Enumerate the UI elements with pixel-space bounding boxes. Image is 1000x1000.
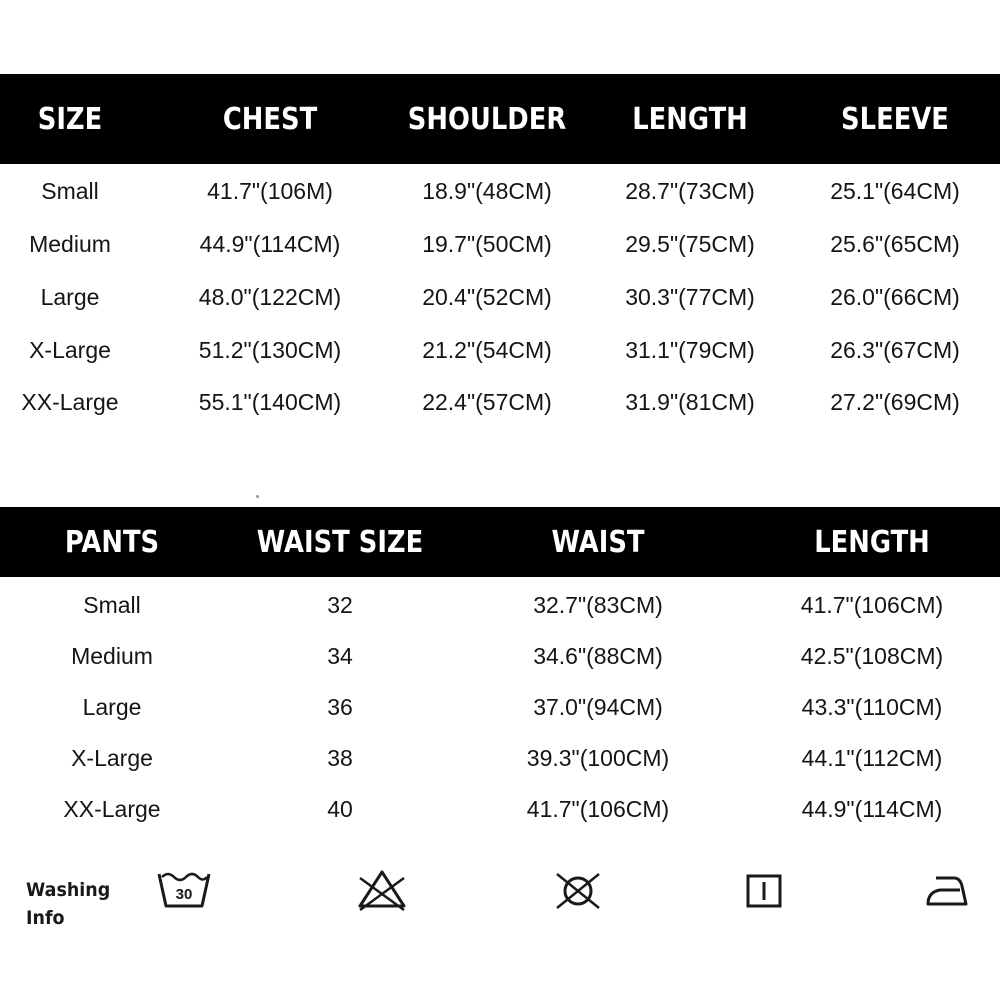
header-shoulder: SHOULDER: [407, 101, 567, 137]
length-cell: 30.3"(77CM): [625, 283, 755, 310]
header-pants: PANTS: [64, 524, 160, 560]
sleeve-cell: 25.6"(65CM): [830, 230, 960, 257]
waist-cell: 32.7"(83CM): [533, 591, 663, 618]
header-size: SIZE: [37, 101, 103, 137]
wash-temp-label: 30: [175, 886, 193, 903]
length-cell: 43.3"(110CM): [801, 693, 943, 720]
header-waist-size: WAIST SIZE: [256, 524, 424, 560]
no-bleach-icon: [352, 866, 412, 916]
table-row: [0, 687, 1000, 727]
washing-label-line2: Info: [26, 907, 65, 929]
shoulder-cell: 20.4"(52CM): [422, 283, 552, 310]
size-cell: Small: [41, 177, 99, 204]
waist-cell: 39.3"(100CM): [526, 744, 670, 771]
chest-cell: 44.9"(114CM): [199, 230, 341, 257]
waist-size-cell: 32: [327, 591, 353, 618]
pants-size-cell: Medium: [71, 642, 153, 669]
speck: [256, 495, 259, 498]
header-length: LENGTH: [814, 524, 930, 560]
size-cell: Medium: [29, 230, 111, 257]
table-row: [0, 585, 1000, 625]
bottom-table-header: [0, 507, 1000, 577]
size-cell: XX-Large: [21, 388, 119, 415]
shoulder-cell: 22.4"(57CM): [422, 388, 552, 415]
table-row: [0, 330, 1000, 370]
header-length: LENGTH: [632, 101, 748, 137]
waist-cell: 41.7"(106CM): [526, 795, 670, 822]
shoulder-cell: 21.2"(54CM): [422, 336, 552, 363]
washing-info-label: [26, 876, 109, 932]
sleeve-cell: 25.1"(64CM): [830, 177, 960, 204]
pants-size-cell: XX-Large: [63, 795, 161, 822]
washing-label-line1: Washing: [26, 879, 111, 901]
table-row: [0, 636, 1000, 676]
pants-size-cell: Small: [83, 591, 141, 618]
size-cell: Large: [40, 283, 100, 310]
length-cell: 29.5"(75CM): [625, 230, 755, 257]
size-cell: X-Large: [29, 336, 111, 363]
waist-size-cell: 34: [327, 642, 353, 669]
length-cell: 44.1"(112CM): [801, 744, 943, 771]
shoulder-cell: 18.9"(48CM): [422, 177, 552, 204]
table-row: [0, 224, 1000, 264]
table-row: [0, 277, 1000, 317]
shoulder-cell: 19.7"(50CM): [422, 230, 552, 257]
waist-cell: 37.0"(94CM): [533, 693, 663, 720]
waist-size-cell: 36: [327, 693, 353, 720]
length-cell: 28.7"(73CM): [625, 177, 755, 204]
chest-cell: 41.7"(106M): [207, 177, 333, 204]
pants-size-cell: Large: [82, 693, 142, 720]
chest-cell: 55.1"(140CM): [198, 388, 342, 415]
length-cell: 44.9"(114CM): [801, 795, 943, 822]
header-chest: CHEST: [222, 101, 318, 137]
waist-cell: 34.6"(88CM): [533, 642, 663, 669]
table-row: [0, 171, 1000, 211]
wash-30-icon: [156, 866, 212, 916]
table-row: [0, 789, 1000, 829]
chest-cell: 48.0"(122CM): [198, 283, 342, 310]
sleeve-cell: 26.0"(66CM): [830, 283, 960, 310]
header-waist: WAIST: [551, 524, 645, 560]
length-cell: 31.1"(79CM): [625, 336, 755, 363]
table-row: [0, 738, 1000, 778]
sleeve-cell: 27.2"(69CM): [830, 388, 960, 415]
pants-size-cell: X-Large: [71, 744, 153, 771]
waist-size-cell: 38: [327, 744, 353, 771]
iron-icon: [924, 866, 970, 916]
no-tumble-dry-icon: [551, 866, 605, 916]
length-cell: 31.9"(81CM): [625, 388, 755, 415]
length-cell: 42.5"(108CM): [800, 642, 944, 669]
waist-size-cell: 40: [327, 795, 353, 822]
sleeve-cell: 26.3"(67CM): [830, 336, 960, 363]
table-row: [0, 382, 1000, 422]
top-table-header: [0, 74, 1000, 164]
line-dry-icon: [744, 866, 784, 916]
length-cell: 41.7"(106CM): [800, 591, 944, 618]
chest-cell: 51.2"(130CM): [198, 336, 342, 363]
header-sleeve: SLEEVE: [841, 101, 949, 137]
